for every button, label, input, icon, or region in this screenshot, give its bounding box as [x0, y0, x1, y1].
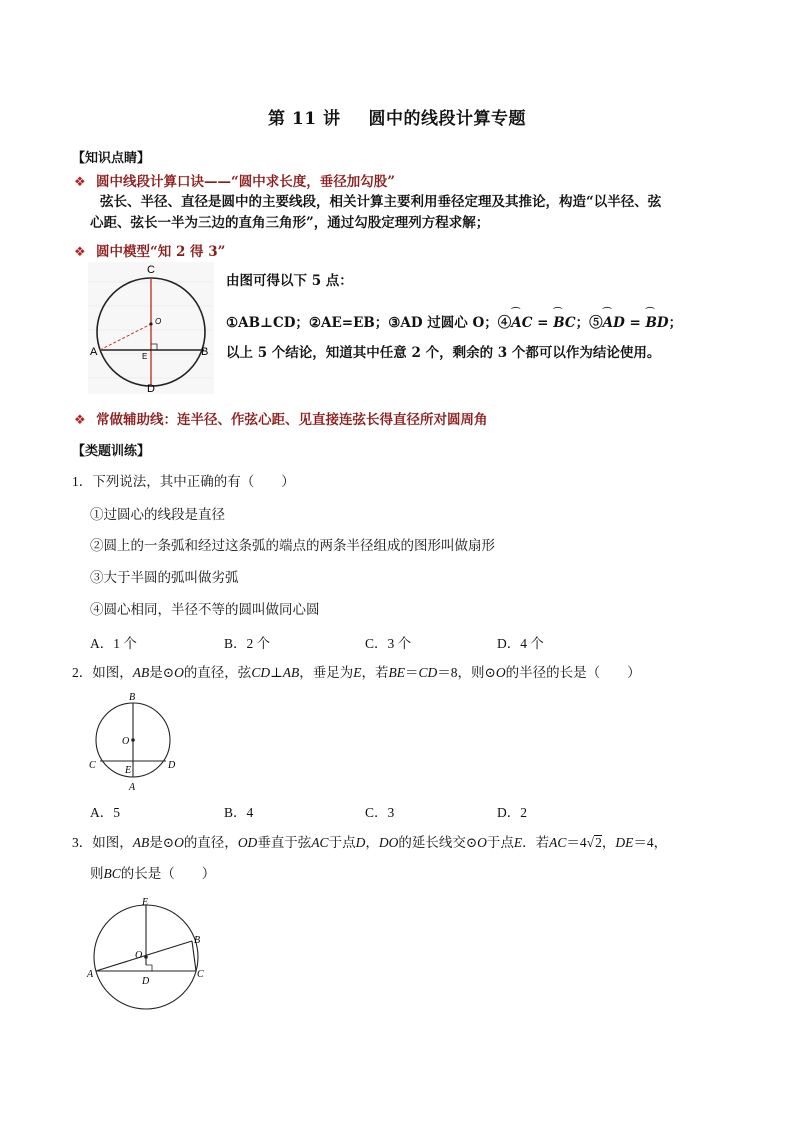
- model-points: ①AB⊥CD；②AE=EB；③AD 过圆心 O；④⌒ AC = ⌒ BC；⑤⌒ AD = ⌒ BD；: [226, 312, 682, 334]
- q2-label-o: O: [122, 736, 130, 747]
- label-d: D: [147, 383, 155, 394]
- q1-item-3: ③大于半圆的弧叫做劣弧: [90, 570, 239, 585]
- model-title: 圆中模型“知 2 得 3”: [96, 244, 226, 260]
- label-c: C: [147, 264, 155, 276]
- q3-label-a: A: [87, 969, 94, 980]
- diamond-bullet-icon: ❖: [74, 175, 86, 190]
- knowledge-header: 【知识点睛】: [72, 151, 151, 166]
- q3-stem-line-2: 则BC的长是（ ）: [90, 866, 216, 881]
- q2-option-a[interactable]: A．5: [90, 805, 120, 820]
- q1-option-c[interactable]: C．3 个: [365, 636, 412, 651]
- q3-label-b: B: [194, 935, 201, 946]
- q2-label-c: C: [89, 760, 96, 771]
- model-title-row: [74, 240, 225, 260]
- aux-line-label: 常做辅助线：连半径、作弦心距、见直接连弦长得直径所对圆周角: [96, 412, 488, 428]
- label-o: O: [155, 317, 162, 326]
- arc-ac: ⌒ AC: [511, 312, 532, 334]
- label-b: B: [201, 346, 209, 358]
- q2-option-c[interactable]: C．3: [365, 805, 395, 820]
- rhyme-title: 圆中线段计算口诀——“圆中求长度，垂径加勾股”: [96, 174, 396, 190]
- page-title: [0, 104, 794, 129]
- arc-bd: ⌒ BD: [646, 312, 669, 334]
- center-dot: [149, 322, 152, 325]
- q2-option-d[interactable]: D．2: [497, 805, 527, 820]
- q1-item-2: ②圆上的一条弧和经过这条弧的端点的两条半径组成的图形叫做扇形: [90, 538, 495, 553]
- q3-center-dot: [144, 955, 148, 959]
- q2-label-b: B: [129, 692, 136, 703]
- q2-option-b[interactable]: B．4: [224, 805, 254, 820]
- q1-stem: 1．下列说法，其中正确的有（ ）: [72, 474, 295, 489]
- rhyme-line-1: 弦长、半径、直径是圆中的主要线段，相关计算主要利用垂径定理及其推论，构造“以半径、弦: [100, 194, 662, 210]
- sqrt-radicand: 2: [595, 835, 602, 850]
- q3-figure: [86, 895, 210, 1017]
- arc-bc: ⌒ BC: [553, 312, 575, 334]
- model-circle-figure: [88, 262, 214, 394]
- rhyme-line-2: 心距、弦长一半为三边的直角三角形”，通过勾股定理列方程求解；: [90, 215, 490, 231]
- practice-header: 【类题训练】: [72, 444, 151, 459]
- model-end: ；: [668, 315, 683, 331]
- model-points-text: ①AB⊥CD；②AE=EB；③AD 过圆心 O；④: [226, 315, 512, 331]
- q1-option-b[interactable]: B．2 个: [224, 636, 271, 651]
- q2-label-d: D: [168, 760, 176, 771]
- model-conclusion: 以上 5 个结论，知道其中任意 2 个，剩余的 3 个都可以作为结论使用。: [226, 345, 661, 361]
- lecture-number: 第 11 讲: [268, 109, 341, 129]
- q1-item-4: ④圆心相同，半径不等的圆叫做同心圆: [90, 602, 320, 617]
- label-e: E: [142, 352, 148, 361]
- q2-label-e: E: [125, 765, 132, 776]
- label-a: A: [90, 346, 98, 358]
- q3-right-angle-mark: [146, 965, 152, 971]
- q2-figure: [86, 690, 186, 794]
- diamond-bullet-icon: ❖: [74, 413, 86, 428]
- lecture-topic: 圆中的线段计算专题: [368, 109, 526, 129]
- arc-ad: ⌒ AD: [603, 312, 625, 334]
- model-intro: 由图可得以下 5 点：: [226, 273, 353, 289]
- q1-item-1: ①过圆心的线段是直径: [90, 507, 225, 522]
- q1-option-d[interactable]: D．4 个: [497, 636, 544, 651]
- q3-label-c: C: [197, 969, 204, 980]
- rhyme-title-row: [74, 170, 395, 190]
- aux-line-row: [74, 408, 488, 428]
- q3-label-e: E: [142, 897, 149, 908]
- q3-label-d: D: [142, 976, 150, 987]
- model-sep: ；⑤: [575, 315, 603, 331]
- q3-label-o: O: [135, 950, 143, 961]
- q1-option-a[interactable]: A．1 个: [90, 636, 137, 651]
- q2-stem: 2．如图，AB是⊙O的直径，弦CD⊥AB，垂足为E，若BE＝CD＝8，则⊙O的半径的长是（ ）: [72, 665, 641, 680]
- q3-diameter-ab: [96, 941, 192, 971]
- q3-stem-line-1: 3．如图，AB是⊙O的直径，OD垂直于弦AC于点D，DO的延长线交⊙O于点E．若AC＝4√2，DE＝4，: [72, 835, 668, 850]
- diamond-bullet-icon: ❖: [74, 245, 86, 260]
- q2-label-a: A: [129, 782, 136, 793]
- q2-center-dot: [131, 738, 135, 742]
